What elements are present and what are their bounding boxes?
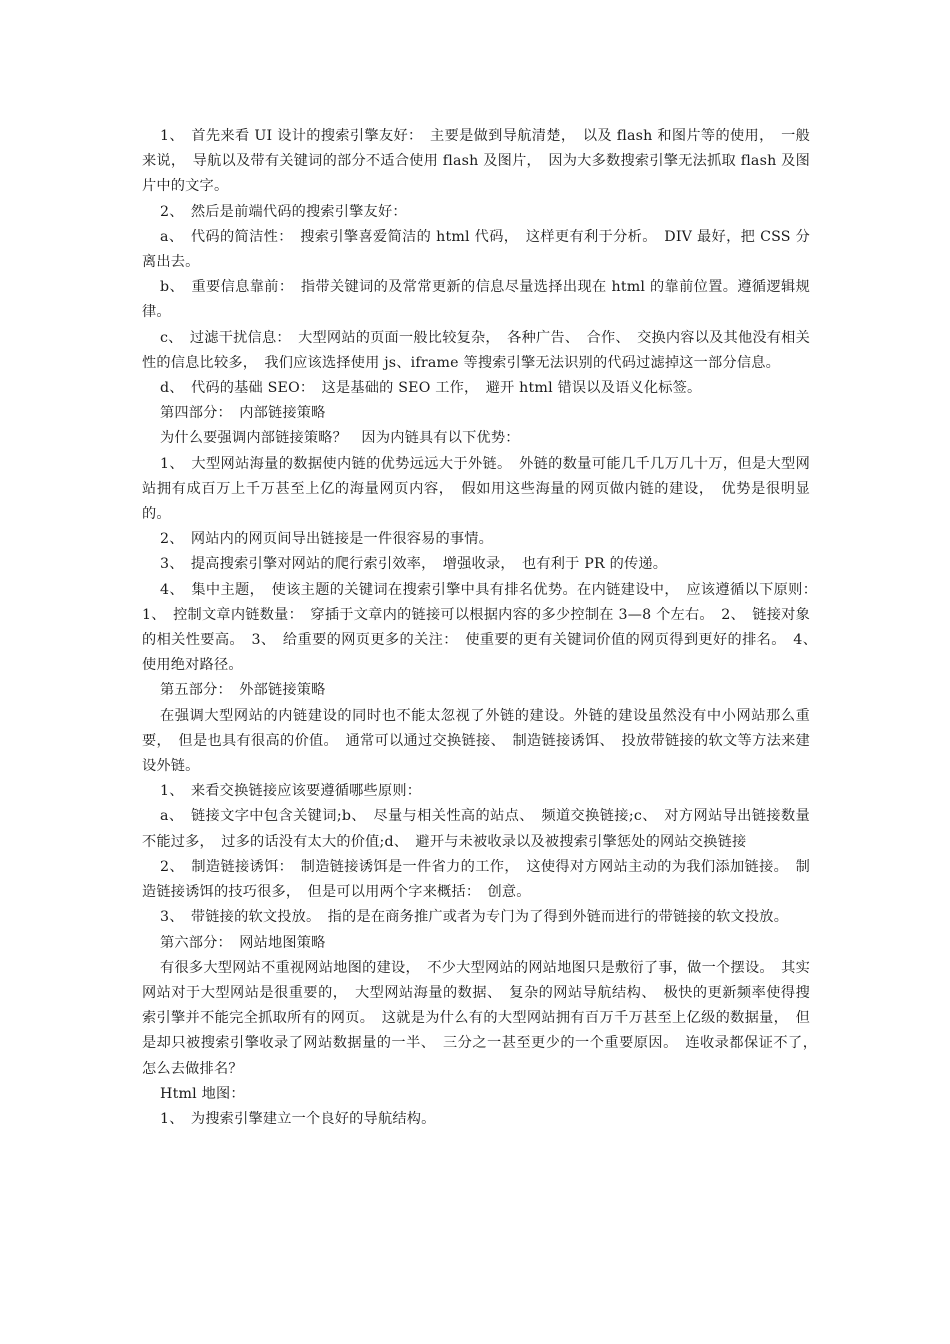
paragraph-sitemap-intro: 有很多大型网站不重视网站地图的建设， 不少大型网站的网站地图只是敷衍了事，做一个摆设。 其实网站对于大型网站是很重要的， 大型网站海量的数据、 复杂的网站导航结构、 极快的更新频率使得搜索引擎并不能完全抓取所有的网页。 这就是为什么有的大型网站拥有百万千万甚至上亿级的数据量， 但是却只被搜索引擎收录了网站数据量的一半、 三分之一甚至更少的一个重要原因。 连收录都保证不了， 怎么去做排名？ (142, 959, 825, 1077)
paragraph-important-info: b、 重要信息靠前： 指带关键词的及常常更新的信息尽量选择出现在 html 的靠前位置。遵循逻辑规律。 (142, 279, 810, 321)
section-heading-sitemap: 第六部分： 网站地图策略 (160, 934, 326, 951)
paragraph-internal-2: 2、 网站内的网页间导出链接是一件很容易的事情。 (160, 531, 494, 548)
paragraph-external-intro: 在强调大型网站的内链建设的同时也不能太忽视了外链的建设。外链的建设虽然没有中小网站那么重要， 但是也具有很高的价值。 通常可以通过交换链接、 制造链接诱饵、 投放带链接的软文等方法来建设外链。 (142, 707, 810, 775)
paragraph-filter-noise: c、 过滤干扰信息： 大型网站的页面一般比较复杂， 各种广告、 合作、 交换内容以及其他没有相关性的信息比较多， 我们应该选择使用 js、iframe 等搜索引擎无法识别的代码过滤掉这一部分信息。 (142, 329, 810, 371)
paragraph-external-rules: a、 链接文字中包含关键词;b、 尽量与相关性高的站点、 频道交换链接;c、 对方网站导出链接数量不能过多， 过多的话没有太大的价值;d、 避开与未被收录以及被搜索引擎惩处的网站交换链接 (142, 808, 810, 850)
paragraph-code-simplicity: a、 代码的简洁性： 搜索引擎喜爱简洁的 html 代码， 这样更有利于分析。 DIV 最好，把 CSS 分离出去。 (142, 228, 810, 271)
paragraph-ui-seo: 1、 首先来看 UI 设计的搜索引擎友好： 主要是做到导航清楚， 以及 flash 和图片等的使用， 一般来说， 导航以及带有关键词的部分不适合使用 flash 及图片， 因为大多数搜索引擎无法抓取 flash 及图片中的文字。 (142, 128, 810, 195)
paragraph-external-3: 3、 带链接的软文投放。 指的是在商务推广或者为专门为了得到外链而进行的带链接的软文投放。 (160, 909, 789, 926)
paragraph-why-internal-links: 为什么要强调内部链接策略？ 因为内链具有以下优势： (160, 430, 520, 447)
document-body (142, 124, 825, 1132)
paragraph-frontend-code: 2、 然后是前端代码的搜索引擎友好： (160, 203, 407, 220)
paragraph-internal-1: 1、 大型网站海量的数据使内链的优势远远大于外链。 外链的数量可能几千几万几十万，但是大型网站拥有成百万上千万甚至上亿的海量网页内容， 假如用这些海量的网页做内链的建设， 优势是很明显的。 (142, 455, 810, 523)
section-heading-internal-links: 第四部分： 内部链接策略 (160, 405, 326, 422)
paragraph-internal-3: 3、 提高搜索引擎对网站的爬行索引效率， 增强收录， 也有利于 PR 的传递。 (160, 556, 668, 573)
paragraph-html-map-1: 1、 为搜索引擎建立一个良好的导航结构。 (160, 1110, 436, 1127)
paragraph-basic-seo: d、 代码的基础 SEO： 这是基础的 SEO 工作， 避开 html 错误以及语义化标签。 (160, 380, 702, 397)
paragraph-external-1: 1、 来看交换链接应该要遵循哪些原则： (160, 783, 422, 800)
paragraph-html-map: Html 地图： (160, 1085, 245, 1102)
paragraph-internal-4: 4、 集中主题， 使该主题的关键词在搜索引擎中具有排名优势。在内链建设中， 应该遵循以下原则： 1、 控制文章内链数量： 穿插于文章内的链接可以根据内容的多少控制在 3—8 个左右。 2、 链接对象的相关性要高。 3、 给重要的网页更多的关注： 使重要的更有关键词价值的网页得到更好的排名。 4、 使用绝对路径。 (142, 581, 825, 674)
section-heading-external-links: 第五部分： 外部链接策略 (160, 682, 326, 699)
paragraph-external-2: 2、 制造链接诱饵： 制造链接诱饵是一件省力的工作， 这使得对方网站主动的为我们添加链接。 制造链接诱饵的技巧很多， 但是可以用两个字来概括： 创意。 (142, 858, 810, 901)
